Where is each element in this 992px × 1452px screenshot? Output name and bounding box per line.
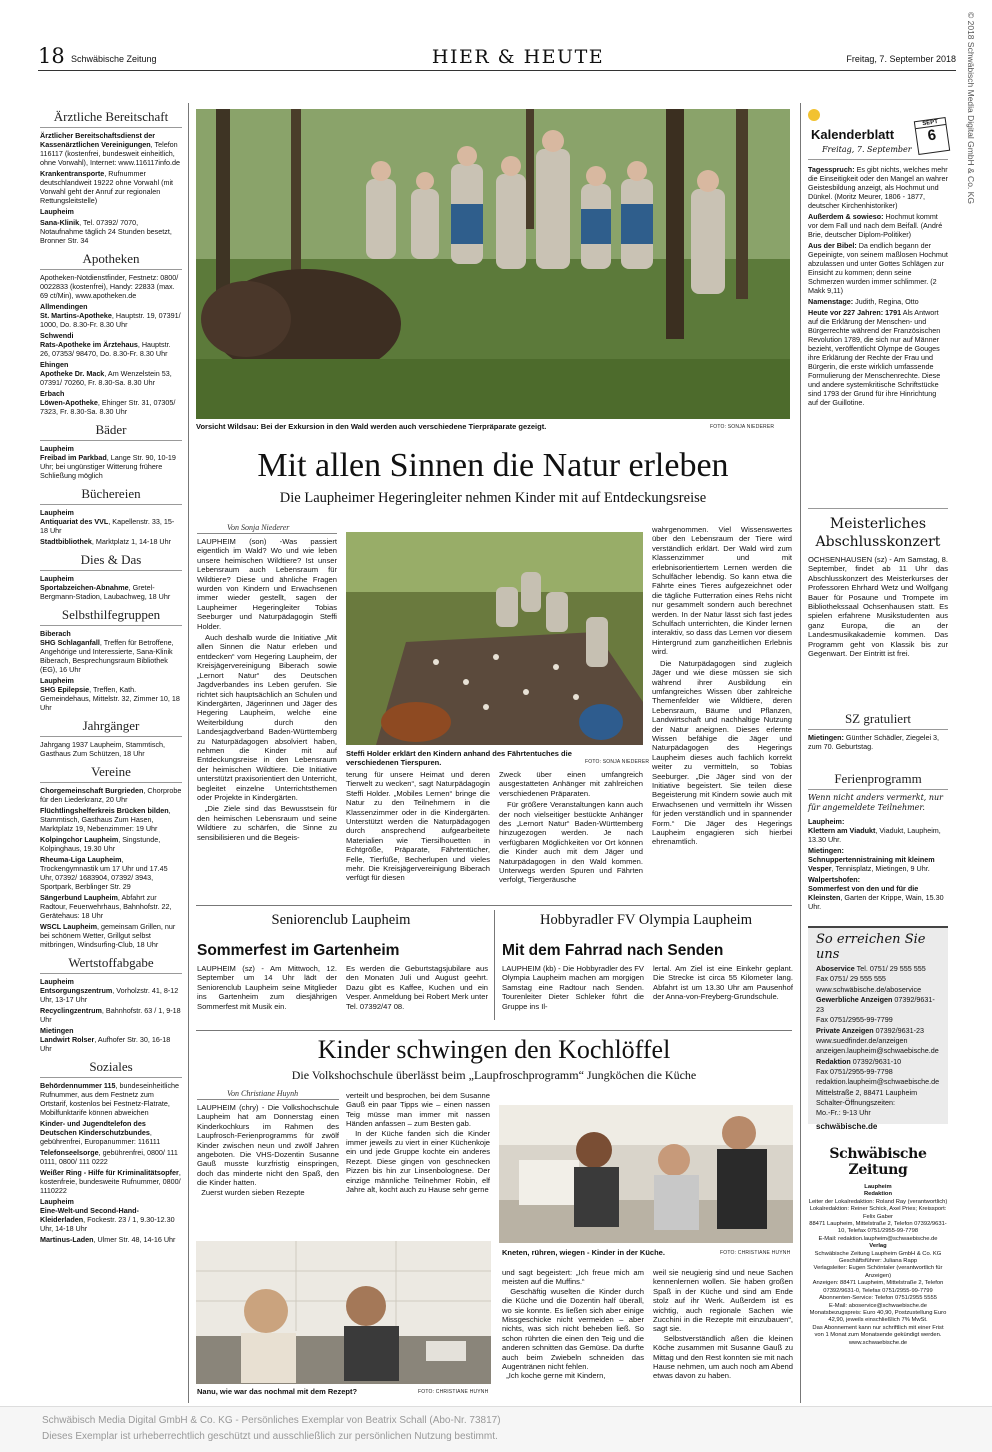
contact-line: www.suedfinder.de/anzeigen: [816, 1036, 908, 1046]
kitchen-photo: [499, 1105, 793, 1243]
kalender-paragraph: Außerdem & sowieso: Hochmut kommt vor dem Fall und nach dem Beifall. (André Brie, deutscher Diplom-Politiker): [808, 212, 943, 239]
kalender-title: Kalenderblatt: [811, 127, 895, 142]
ferien-box: [808, 765, 948, 913]
service-entry: Mietingen Landwirt Rolser, Aufhofer Str. 30, 16-18 Uhr: [40, 1026, 171, 1053]
service-entry: Laupheim Entsorgungszentrum, Vorholzstr. 41, 8-12 Uhr, 13-17 Uhr: [40, 977, 179, 1004]
senioren-headline: Sommerfest im Gartenheim: [197, 942, 400, 959]
kalender-text: [808, 165, 948, 510]
main-col-2: [346, 770, 490, 894]
ferien-note: Wenn nicht anders vermerkt, nur für angemeldete Teilnehmer.: [808, 793, 944, 812]
contact-line: Mittelstraße 2, 88471 Laupheim: [816, 1087, 918, 1097]
ferien-entry: Mietingen: Schnuppertennistraining mit kleinem Vesper, Tennisplatz, Mietingen, 9 Uhr.: [808, 846, 935, 873]
service-entry: Recyclingzentrum, Bahnhofstr. 63 / 1, 9-18 Uhr: [40, 1006, 181, 1024]
impressum-line: Geschäftsführer: Juliana Rapp: [838, 1258, 918, 1265]
senioren-col-2: Es werden die Geburtstagsjubilare aus den Monaten Juli und August geehrt. Dazu gibt es Kaffee, Kuchen und ein Vesper. Anmeldung bei Robert Merk unter Tel. 07392/47 08.: [346, 964, 488, 1011]
contact-line: Schalter-Öffnungszeiten:: [816, 1097, 895, 1107]
konzert-box: [808, 508, 948, 660]
service-entry: Stadtbibliothek, Marktplatz 1, 14-18 Uhr: [40, 537, 172, 546]
ferien-title: Ferienprogramm: [808, 769, 948, 790]
forest-group-photo: [196, 109, 790, 419]
impressum-line: Das Abonnement kann nur schriftlich mit einer Frist von 1 Monat zum Monatsende gekündigt werden.: [812, 1324, 944, 1339]
kitchen-photo-caption: Kneten, rühren, wiegen - Kinder in der Küche.: [502, 1248, 665, 1257]
kitchen-photo-credit: FOTO: CHRISTIANE HUYNH: [720, 1250, 791, 1256]
impressum-box: [808, 1140, 948, 1400]
contact-line: Fax 0751/ 29 555 555: [816, 974, 886, 984]
service-entry: Biberach SHG Schlaganfall, Treffen für Betroffene, Angehörige und Interessierte, Sana-Klinik Biberach, Besprechungsraum Bibliothek (EG), 16 Uhr: [40, 629, 174, 674]
senioren-col-1: LAUPHEIM (sz) - Am Mittwoch, 12. September um 14 Uhr lädt der Seniorenclub Laupheim seine Mitglieder ins Gartenheim zum diesjährigen Sommerfest mit Musik ein.: [197, 964, 337, 1011]
impressum-line: www.schwaebische.de: [848, 1339, 908, 1346]
track-cloth-illustration: [346, 532, 643, 745]
kochen-col-1-text: LAUPHEIM (chry) - Die Volkshochschule Laupheim hat am Donnerstag einen Kinderkochkurs im Rahmen des Laupfrosch-Ferienprogramms für zwölf Kinder zwischen neun und zwölf Jahren angeboten. Die VHS-Dozentin Susanne Gauß musste kurzfristig einspringen, doch das minderte nicht den Spaß, den die Kinder hatten. Zuerst wurden sieben Rezepte: [197, 1103, 339, 1197]
recipe-photo-caption: Nanu, wie war das nochmal mit dem Rezept?: [197, 1387, 358, 1396]
main-subline: Die Laupheimer Hegeringleiter nehmen Kinder mit auf Entdeckungsreise: [279, 490, 707, 506]
ferien-entry: Walpertshofen: Sommerfest von den und für die Kleinsten, Garten der Krippe, Wain, 15.30 Uhr.: [808, 875, 944, 911]
ferien-entry: Laupheim: Klettern am Viadukt, Viadukt, Laupheim, 13.30 Uhr.: [808, 817, 941, 844]
service-entry: Laupheim: [40, 207, 74, 216]
impressum-line: 88471 Laupheim, Mittelstraße 2, Telefon 07392/9631-10, Telefax 0751/2955-99-7798: [809, 1221, 947, 1235]
forest-photo-caption: Vorsicht Wildsau: Bei der Exkursion in den Wald werden auch verschiedene Tierpräparate gezeigt.: [196, 422, 547, 431]
service-entry: Rheuma-Liga Laupheim, Trockengymnastik um 17 Uhr und 17.45 Uhr, 07392/ 1683904, 07392/ 3943, Sportpark, Berblinger Str. 29: [40, 855, 168, 891]
forest-photo-illustration: [196, 109, 790, 419]
radler-kicker: Hobbyradler FV Olympia Laupheim: [540, 912, 752, 928]
article-paragraph: „Die Ziele sind das Bewusstsein für den heimischen Lebensraum und seine Wildtiere zu schärfen, die Sinne zu sensibilisieren und die Begeis-: [197, 804, 337, 842]
contact-line: Fax 0751/2955-99-7799: [816, 1015, 893, 1025]
kalender-paragraph: Heute vor 227 Jahren: 1791 Als Antwort auf die Erklärung der Menschen- und Bürgerrechte während der Französischen Revolution 1789, die sich nur auf Männer bezieht, veröffentlicht Olympe de Gouges ihre Erklärung der Rechte der Frau und Bürgerin, die erste wirklich umfassende Formulierung der Menschenrechte. Diese und andere systemkritische Schriftstücke sind 1793 der Grund für ihre Hinrichtung auf der Guillotine.: [808, 308, 941, 407]
konzert-text: OCHSENHAUSEN (sz) - Am Samstag, 8. September, findet ab 11 Uhr das Abschlusskonzert des Meisterkurses der Professoren Ehrhard Wetz und Wolfgang Bauer für Posaune und Trompete im Bibliothekssaal Ochsenhausen statt. Es spielen erfahrene Musikstudenten aus ganz Europa, die an der Landesmusikakademie kommen. Das Programm geht von Klassik bis zur Gegenwart. Der Eintritt ist frei.: [808, 555, 948, 659]
service-entry: Chorgemeinschaft Burgrieden, Chorprobe für den Liederkranz, 20 Uhr: [40, 786, 182, 804]
main-col-1: [197, 523, 337, 893]
radler-col-2: lertal. Am Ziel ist eine Einkehr geplant. Die Strecke ist circa 55 Kilometer lang. Abfahrt ist um 13.30 Uhr am Pausenhof der Anna-von-Freyberg-Grundschule.: [653, 964, 793, 1002]
track-photo-credit: FOTO: SONJA NIEDERER: [585, 759, 650, 765]
service-entry: Sana-Klinik, Tel. 07392/ 7070, Notaufnahme täglich 24 Stunden besetzt, Bronner Str. 34: [40, 218, 172, 245]
section-title: HIER & HEUTE: [431, 46, 605, 68]
contact-line: Gewerbliche Anzeigen 07392/9631-23: [816, 994, 935, 1015]
impressum-line: Verlagsleiter: Eugen Schöntaler (verantwortlich für Anzeigen): [813, 1265, 943, 1279]
footer-line-1: Schwäbisch Media Digital GmbH & Co. KG - Persönliches Exemplar von Beatrix Schall (Abo-Nr. 73817): [42, 1415, 501, 1426]
service-entry: Allmendingen St. Martins-Apotheke, Hauptstr. 19, 07391/ 1000, Do. 8.30-Fr. 8.30 Uhr: [40, 302, 181, 329]
kalender-paragraph: Aus der Bibel: Da endlich begann der Gepeinigte, von seinem maßlosen Hochmut abzulassen und unter Gottes Schlägen zur Einsicht zu kommen; denn seine Schmerzen wurden immer schlimmer. (2 Makk 9,11): [808, 241, 948, 295]
copyright-vertical: © 2018 Schwäbisch Media Digital GmbH & Co. KG: [966, 12, 976, 204]
recipe-illustration: [196, 1241, 491, 1384]
service-heading: Apotheken: [40, 249, 182, 270]
contact-line: anzeigen.laupheim@schwaebische.de: [816, 1046, 939, 1056]
service-entry: Apotheken-Notdienstfinder, Festnetz: 0800/ 0022833 (kostenfrei), Handy: 22833 (max. 69 ct/Min), www.apotheken.de: [40, 273, 179, 300]
track-photo-caption: Steffi Holder erklärt den Kindern anhand des Fährtentuches die verschiedenen Tierspuren.: [346, 749, 572, 767]
contact-title: So erreichen Sie uns: [816, 932, 926, 962]
sun-icon: [808, 109, 820, 121]
main-col-3: [499, 770, 643, 894]
calendar-badge-number: 6: [926, 126, 938, 145]
main-headline: Mit allen Sinnen die Natur erleben: [257, 447, 729, 484]
service-entry: Ehingen Apotheke Dr. Mack, Am Wenzelstein 53, 07391/ 70260, Fr. 8.30-Sa. 8.30 Uhr: [40, 360, 172, 387]
service-entry: Laupheim Sportabzeichen-Abnahme, Gretel-Bergmann-Stadion, Laubachweg, 18 Uhr: [40, 574, 171, 601]
impressum-line: Leiter der Lokalredaktion: Roland Ray (verantwortlich): [808, 1198, 948, 1205]
service-entry: Martinus-Laden, Ulmer Str. 48, 14-16 Uhr: [40, 1235, 176, 1244]
impressum-line: Lokalredaktion: Reiner Schick, Axel Pries; Kreissport: Felix Gaber: [809, 1206, 947, 1220]
recipe-photo-credit: FOTO: CHRISTIANE HUYNH: [418, 1389, 489, 1395]
kochen-col-1: [197, 1089, 339, 1239]
paper-name: Schwäbische Zeitung: [71, 54, 157, 64]
impressum-line: E-Mail: aboservice@schwaebische.de: [828, 1302, 928, 1309]
service-heading: Ärztliche Bereitschaft: [40, 107, 182, 128]
newspaper-logo: Schwäbische Zeitung: [829, 1146, 927, 1178]
contact-line: redaktion.laupheim@schwaebische.de: [816, 1077, 940, 1087]
service-entry: Laupheim Antiquariat des VVL, Kapellenstr. 33, 15-18 Uhr: [40, 508, 175, 535]
kochen-col-4: weil sie neugierig sind und neue Sachen kennenlernen wollen. Sie haben großen Spaß in der Küche und sind am Ende stolz auf ihr Werk. Außerdem ist es wichtig, auch regionale Sachen wie Zucchini in die Rezepte mit einzubauen“, sagt sie. Selbstverständlich aßen die kleinen Köche zusammen mit Susanne Gauß zu Mittag und den Rest konnten sie mit nach Hause nehmen, um auch noch am Abend etwas davon zu haben.: [653, 1268, 793, 1381]
service-heading: Wertstoffabgabe: [40, 953, 182, 974]
impressum-line: E-Mail: redaktion.laupheim@schwaebische.de: [818, 1235, 938, 1242]
footer-line-2: Dieses Exemplar ist urheberrechtlich geschützt und ausschließlich zur persönlichen Nutzung bestimmt.: [42, 1431, 498, 1442]
service-entry: Erbach Löwen-Apotheke, Ehinger Str. 31, 07305/ 7323, Fr. 8.30-Sa. 8.30 Uhr: [40, 389, 176, 416]
kochen-subline: Die Volkshochschule überlässt beim „Laupfroschprogramm“ Jungköchen die Küche: [291, 1068, 697, 1082]
impressum-line: Redaktion: [863, 1191, 893, 1198]
contact-box: [808, 926, 948, 1132]
radler-col-1: LAUPHEIM (kb) - Die Hobbyradler des FV Olympia Laupheim machen am morgigen Samstag eine Radtour nach Senden. Tourenleiter Dieter Schleker führt die Gruppe ins Il-: [502, 964, 644, 1011]
kochen-col-2: verteilt und besprochen, bei dem Susanne Gauß ein paar Tipps wie – einen nassen Teig müsse man immer mit nassen Händen anfassen – zum Besten gab. In der Küche fanden sich die Kinder immer jeweils zu viert in einer Küchenkoje ein und jede Gruppe kochte ein anderes Rezept. Diese gingen von geschnecken Pizzen bis hin zur Linsenbolognese. Der einzige männliche Teilnehmer Robin, elf Jahre alt, kocht auch zu Hause sehr gerne: [346, 1091, 490, 1195]
impressum-line: Anzeigen: 88471 Laupheim, Mittelstraße 2, Telefon 07392/9631-0, Telefax 0751/2955-99-7799: [812, 1280, 944, 1294]
kalender-box: [808, 107, 948, 160]
service-entry: Jahrgang 1937 Laupheim, Stammtisch, Gasthaus Zum Schützen, 18 Uhr: [40, 740, 166, 758]
kalender-paragraph: Namenstage: Judith, Regina, Otto: [808, 297, 919, 306]
contact-line: Fax 0751/2955-99-7798: [816, 1066, 893, 1076]
impressum-line: Laupheim: [864, 1184, 892, 1190]
service-entry: Schwendi Rats-Apotheke im Ärztehaus, Hauptstr. 26, 07353/ 98470, Do. 8.30-Fr. 8.30 Uhr: [40, 331, 171, 358]
service-entry: Laupheim Freibad im Parkbad, Lange Str. 90, 10-19 Uhr; bei ungünstiger Witterung frühere Schließung möglich: [40, 444, 176, 480]
calendar-badge-icon: [914, 117, 950, 155]
service-heading: Vereine: [40, 762, 182, 783]
kochen-author: Von Christiane Huynh: [197, 1089, 339, 1100]
impressum-line: Abonnenten-Service: Telefon 0751/2955 5555: [819, 1295, 937, 1302]
service-heading: Jahrgänger: [40, 716, 182, 737]
kalender-paragraph: Tagesspruch: Es gibt nichts, welches mehr die Einseitigkeit oder den Mangel an wahrer Geistesbildung anzeigt, als Hochmut und Dünkel. (Moritz Meurer, 1806 - 1877, deutscher Kirchenhistoriker): [808, 165, 948, 210]
service-entry: Kolpingchor Laupheim, Singstunde, Kolpinghaus, 19.30 Uhr: [40, 835, 161, 853]
senioren-kicker: Seniorenclub Laupheim: [271, 912, 411, 928]
radler-headline: Mit dem Fahrrad nach Senden: [502, 942, 724, 959]
gratuliert-text: Mietingen: Günther Schädler, Ziegelei 3, zum 70. Geburtstag.: [808, 733, 940, 751]
service-entry: Flüchtlingshelferkreis Brücken bilden, Stammtisch, Gasthaus Zum Hasen, Marktplatz 19, Nebenzimmer: 19 Uhr: [40, 806, 171, 833]
contact-line: Redaktion 07392/9631-10: [816, 1056, 902, 1066]
contact-line: Aboservice Tel. 0751/ 29 555 555: [816, 964, 926, 973]
article-paragraph: Auch deshalb wurde die Initiative „Mit allen Sinnen die Natur erleben und entdecken“ vom Hegering Laupheim, der Kreisjägervereinigung Biberach sowie „Lernort Natur“ des Deutschen Jagdverbandes ins Leben gerufen. Sie richtet sich hauptsächlich an Schulen und Kindergärten, Jägerinnen und Jäger des Hegering Laupheim, welche eine Weiterbildung durch den Landesjagdverband Baden-Württemberg zu Naturpädagogen absolviert haben, nehmen die Kinder mit auf Entdeckungsreise in den Lebensraum der heimischen Wildtiere. Die Initiative unterstützt praxisorientiert den Unterricht, begleitet einzelne Unterrichtsthemen oder Projekte in Kindergärten.: [197, 633, 337, 802]
article-paragraph: Zweck über einen umfangreich ausgestatteten Anhänger mit zahlreichen verschiedenen Präparaten.: [499, 770, 643, 798]
contact-line: Mo.-Fr.: 9-13 Uhr: [816, 1108, 871, 1118]
track-cloth-photo: [346, 532, 643, 745]
impressum-line: Verlag: [869, 1243, 887, 1250]
gratuliert-title: SZ gratuliert: [808, 709, 948, 730]
service-entry: WSCL Laupheim, gemeinsam Grillen, nur bei schönem Wetter, Grillgut selbst mitbringen, Windsurfing-Club, 18 Uhr: [40, 922, 176, 949]
kitchen-illustration: [499, 1105, 793, 1243]
service-entry: Telefonseelsorge, gebührenfrei, 0800/ 111 0111, 0800/ 111 0222: [40, 1148, 178, 1166]
issue-date: Freitag, 7. September 2018: [846, 54, 956, 64]
service-entry: Laupheim Eine-Welt-und Second-Hand-Kleiderladen, Fockestr. 23 / 1, 9.30-12.30 Uhr, 14-18 Uhr: [40, 1197, 175, 1233]
service-entry: Krankentransporte, Rufnummer deutschlandweit 19222 ohne Vorwahl (mit Vorwahl geht der Anruf zur regionalen Rettungsleitstelle): [40, 169, 174, 205]
contact-line: schwäbische.de: [816, 1122, 878, 1132]
service-entry: Weißer Ring - Hilfe für Kriminalitätsopfer, kostenfreie, bundesweite Rufnummer, 0800/ 1110222: [40, 1168, 181, 1195]
konzert-title: Meisterliches Abschlusskonzert: [815, 516, 941, 550]
contact-line: www.schwäbische.de/aboservice: [816, 984, 922, 994]
article-paragraph: Die Naturpädagogen sind zugleich Jäger und wie diese müssen sie sich während ihrer Ausbildung ein umfangreiches Wissen über zahlreiche Themenfelder wie Wildtiere, deren Lebensraum, Bäume und Pflanzen, Landwirtschaft und nachhaltige Nutzung der Natur aneignen. Dieses erlernte Wissen befähige die Jäger und Naturpädagogen des Hegerings Laupheim dieses auch fachlich korrekt weiter zu vermitteln, so Tobias Seeburger. „Die Jäger sind von der Initiative begeistert. Sie teilen diese Begeisterung mit Kindern sowie auch mit Erwachsenen und vermitteln ihr Wissen für jeden verständlich und in spannender Form.“ Die Jäger des Hegerings Laupheim engagieren sich hierbei ehrenamtlich.: [652, 658, 792, 847]
service-entry: Ärztlicher Bereitschaftsdienst der Kassenärztlichen Vereinigungen, Telefon 116117 (kostenfrei, bundesweit einheitlich, ohne Vorwahl), Internet: www.116117info.de: [40, 131, 180, 167]
impressum-line: Monatsbezugspreis: Euro 40,90, Postzustellung Euro 42,90, jeweils einschließlich 7% MwSt.: [809, 1309, 947, 1324]
article-paragraph: Für größere Veranstaltungen kann auch der noch vielseitiger bestückte Anhänger des „Lernort Natur“ Baden-Württemberg hinzugezogen werden. Je nach verfügbaren Möglichkeiten vor Ort können die Kinder auch mit dem Jäger und Naturpädagogen in den Wald kommen. Unterwegs werden Spuren und Fährten verfolgt, Tiergeräusche: [499, 800, 643, 885]
impressum-line: Schwäbische Zeitung Laupheim GmbH & Co. KG: [814, 1250, 942, 1257]
page-header: [38, 42, 956, 71]
calendar-badge-month: SEPT: [915, 118, 946, 129]
footer: [0, 1406, 992, 1452]
article-paragraph: LAUPHEIM (son) -Was passiert eigentlich im Wald? Wo und wie leben unsere heimischen Wildtiere? Ist unser Lebensraum auch Lebensraum für Wildtiere? Diese und ähnliche Fragen wurden von Kindern und Erwachsenen immer wieder gestellt, sagen der Laupheimer Hegeringleiter Tobias Seeburger und Naturpädagogin Steffi Holder.: [197, 537, 337, 631]
kochen-headline: Kinder schwingen den Kochlöffel: [317, 1035, 671, 1064]
service-entry: Sängerbund Laupheim, Abfahrt zur Radtour, Feuerwehrhaus, Bahnhofstr. 22, Gerätehaus: 18 Uhr: [40, 893, 172, 920]
article-paragraph: wahrgenommen. Viel Wissenswertes über den Lebensraum der Tiere wird verständlich erklärt. Der Wald wird zum Klassenzimmer und mit erlebnisorientiertem Lernen werden die Schulfächer lebendig. So kann etwa die Fährte eines Tieres aufgezeichnet oder die tägliche Futterration eines Rehs nicht nur gesammelt sondern auch berechnet werden. In der Natur lässt sich fast jedes Schulfach unterrichten, die Kinder lernen interaktiv, so dass das Lernen vor diesem Hintergrund zum ganzheitlichen Erlebnis wird.: [652, 525, 792, 657]
service-heading: Bäder: [40, 420, 182, 441]
article-paragraph: terung für unsere Heimat und deren Tierwelt zu wecken“, sagt Naturpädagogin Steffi Holder. „Mobiles Lernen“ bringe die Natur zu den Teilnehmern in die Klassenzimmer oder in die Kindergärten. Unterstützt werden die Naturpädagogen durch ansprechend aufgearbeitete Materialien wie Tiersilhouetten in Echtgröße, Präparate, Fährtentücher, Felle, Tierfüße, Becherlupen und vieles mehr. Die Kreisjägervereinigung Biberach verfügt für diesen: [346, 770, 490, 883]
service-heading: Büchereien: [40, 484, 182, 505]
service-column: [40, 103, 182, 1403]
main-author: Von Sonja Niederer: [197, 523, 337, 534]
service-heading: Dies & Das: [40, 550, 182, 571]
forest-photo-credit: FOTO: SONJA NIEDERER: [710, 424, 775, 430]
service-entry: Kinder- und Jugendtelefon des Deutschen Kinderschutzbundes, gebührenfrei, Europanummer: 116111: [40, 1119, 161, 1146]
contact-line: Private Anzeigen 07392/9631-23: [816, 1025, 925, 1035]
service-heading: Selbsthilfegruppen: [40, 605, 182, 626]
gratuliert-box: [808, 705, 948, 753]
page-number: 18: [38, 44, 65, 68]
service-entry: Laupheim SHG Epilepsie, Treffen, Kath. Gemeindehaus, Mittelstr. 32, Zimmer 10, 18 Uhr: [40, 676, 180, 712]
kochen-col-3: und sagt begeistert: „Ich freue mich am meisten auf die Muffins.“ Geschäftig wuselten die Kinder durch die Küche und die Dozentin half überall, wo sie konnte. Es ließen sich aber einige Missgeschicke nicht vermeiden – aber nichts, was sich nicht beheben ließ. So schon rührten die einen den Teig und die anderen schnitten das Gemüse. Da durfte auch beim Zwiebeln schneiden das Augentränen nicht fehlen. „Ich koche gerne mit Kindern,: [502, 1268, 644, 1381]
service-heading: Soziales: [40, 1057, 182, 1078]
main-col-4: [652, 525, 792, 895]
recipe-photo: [196, 1241, 491, 1384]
service-entry: Behördennummer 115, bundeseinheitliche Rufnummer, aus dem Festnetz zum Ortstarif, kostenlos bei Festnetz-Flatrate, Mobilfunktarife können abweichen: [40, 1081, 180, 1117]
kalender-date: Freitag, 7. September: [822, 145, 912, 154]
